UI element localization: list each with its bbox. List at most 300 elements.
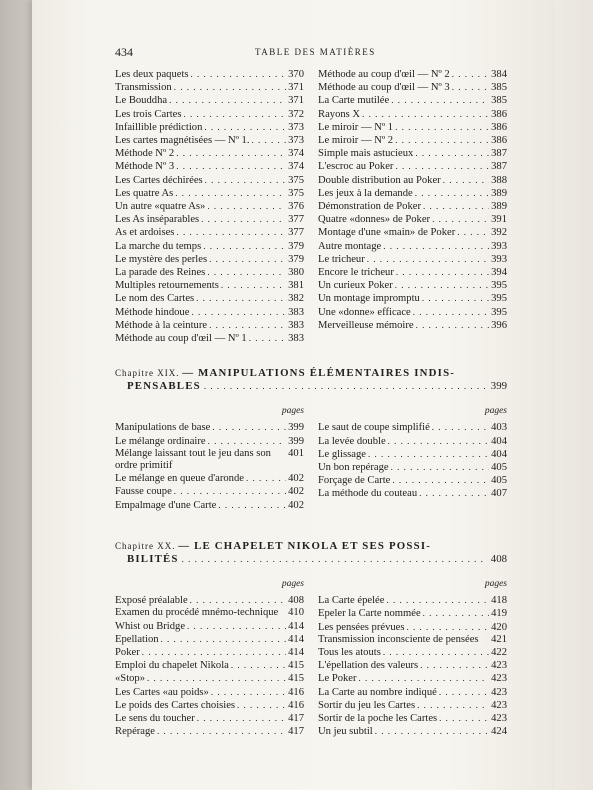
entry-title: Les quatre As: [115, 187, 174, 199]
leader-dots: [443, 174, 489, 185]
chapter-title-line2: BILITÉS: [127, 552, 179, 565]
entry-title: Une «donne» efficace: [318, 306, 411, 318]
entry-title: Transmission: [115, 82, 172, 94]
entry-title: Démonstration de Poker: [318, 201, 421, 213]
entry-page: 424: [491, 726, 507, 738]
entry-title: Le mélange en queue d'aronde: [115, 473, 244, 485]
leader-dots: [205, 174, 286, 185]
entry-page: 403: [491, 422, 507, 434]
running-title: TABLE DES MATIÈRES: [255, 47, 376, 57]
toc-entry: [115, 607, 304, 619]
leader-dots: [218, 499, 286, 510]
page-header: [115, 40, 507, 68]
leader-dots: [221, 279, 286, 290]
leader-dots: [209, 319, 286, 330]
entry-page: 420: [491, 621, 507, 633]
entry-page: 396: [491, 319, 507, 331]
entry-title: Multiples retournements: [115, 280, 219, 292]
entry-page: 383: [288, 319, 304, 331]
leader-dots: [161, 633, 287, 644]
leader-dots: [176, 147, 286, 158]
entry-page: 371: [288, 95, 304, 107]
toc-entry: [115, 213, 304, 226]
entry-title: Les deux paquets: [115, 69, 189, 80]
toc-top-section: [115, 68, 507, 345]
entry-page: 375: [288, 174, 304, 186]
entry-page: 381: [288, 280, 304, 292]
entry-title: Un montage impromptu: [318, 293, 420, 305]
toc-entry: [115, 435, 304, 448]
entry-title: Les jeux à la demande: [318, 187, 413, 199]
toc-entry: [115, 421, 304, 434]
entry-page: 401: [288, 447, 304, 459]
entry-page: 422: [491, 646, 507, 658]
leader-dots: [439, 686, 489, 697]
toc-entry: [318, 200, 507, 213]
entry-title: Méthode Nº 3: [115, 161, 175, 173]
entry-title: La marche du temps: [115, 240, 202, 252]
toc-entry: [318, 594, 507, 607]
leader-dots: [417, 699, 489, 710]
leader-dots: [237, 699, 286, 710]
toc-entry: [318, 435, 507, 448]
leader-dots: [392, 474, 489, 485]
toc-entry: [318, 306, 507, 319]
entry-page: 419: [491, 608, 507, 620]
toc-entry: [318, 421, 507, 434]
entry-title: Exposé préalable: [115, 595, 188, 607]
entry-page: 402: [288, 473, 304, 485]
leader-dots: [196, 292, 286, 303]
leader-dots: [190, 594, 286, 605]
toc-entry: [318, 108, 507, 121]
entry-title: L'escroc au Poker: [318, 161, 394, 173]
toc-entry: [115, 319, 304, 332]
toc-entry: [318, 240, 507, 253]
toc-entry: [115, 620, 304, 633]
toc-column-left: [115, 421, 304, 511]
entry-page: 373: [288, 135, 304, 147]
entry-title: Encore le tricheur: [318, 267, 394, 279]
entry-page: 376: [288, 201, 304, 213]
leader-dots: [209, 253, 286, 264]
entry-page: 421: [491, 633, 507, 645]
entry-title: La Carte épelée: [318, 595, 385, 607]
entry-page: 392: [491, 227, 507, 239]
entry-title: Forçage de Carte: [318, 475, 391, 487]
entry-page: 405: [491, 462, 507, 474]
entry-page: 374: [288, 161, 304, 173]
pages-label-left: pages: [281, 578, 304, 589]
toc-entry: [318, 121, 507, 134]
entry-page: 417: [288, 712, 304, 724]
entry-title: Double distribution au Poker: [318, 174, 441, 186]
entry-page: 384: [491, 69, 507, 80]
entry-page: 386: [491, 121, 507, 133]
leader-dots: [452, 81, 489, 92]
entry-title: La parade des Reines: [115, 267, 206, 279]
entry-page: 380: [288, 267, 304, 279]
toc-column-right: [318, 421, 507, 511]
entry-title: Le nom des Cartes: [115, 293, 195, 305]
toc-entry: [115, 134, 304, 147]
leader-dots: [452, 68, 489, 79]
entry-page: 418: [491, 595, 507, 607]
entry-page: 375: [288, 187, 304, 199]
table-of-contents: [115, 40, 507, 738]
entry-page: 408: [288, 595, 304, 607]
entry-page: 404: [491, 448, 507, 460]
pages-label-left: pages: [281, 406, 304, 417]
entry-page: 423: [491, 686, 507, 698]
toc-entry: [318, 279, 507, 292]
chapter-heading-20: [115, 540, 507, 566]
toc-entry: [318, 253, 507, 266]
entry-page: 387: [491, 148, 507, 160]
toc-entry: [318, 672, 507, 685]
leader-dots: [142, 646, 286, 657]
entry-title: Examen du procédé mnémo-technique: [115, 607, 279, 619]
entry-page: 395: [491, 280, 507, 292]
pages-label-right: pages: [484, 406, 507, 417]
entry-page: 383: [288, 333, 304, 345]
entry-title: Les Cartes «au poids»: [115, 686, 209, 698]
leader-dots: [432, 213, 489, 224]
leader-dots: [367, 253, 489, 264]
toc-entry: [115, 108, 304, 121]
entry-page: 373: [288, 121, 304, 133]
leader-dots: [395, 134, 489, 145]
entry-title: Mélange laissant tout le jeu dans son ordre primitif: [115, 447, 271, 472]
leader-dots: [249, 332, 286, 343]
entry-page: 407: [491, 488, 507, 500]
toc-entry: [115, 633, 304, 646]
toc-entry: [115, 646, 304, 659]
entry-title: Manipulations de base: [115, 422, 211, 434]
entry-page: 423: [491, 660, 507, 672]
toc-entry: [318, 487, 507, 500]
leader-dots: [419, 487, 489, 498]
entry-page: 414: [288, 633, 304, 645]
entry-title: La Carte mutilée: [318, 95, 390, 107]
toc-entry: [318, 213, 507, 226]
page-number: 434: [115, 45, 133, 59]
leader-dots: [406, 621, 489, 632]
leader-dots: [432, 421, 489, 432]
toc-entry: [318, 81, 507, 94]
entry-page: 389: [491, 201, 507, 213]
entry-title: Le mystère des perles: [115, 253, 208, 265]
toc-entry: [318, 699, 507, 712]
toc-entry: [318, 474, 507, 487]
entry-page: 402: [288, 499, 304, 511]
chapter-page: 399: [490, 380, 507, 393]
toc-entry: [318, 659, 507, 672]
entry-page: 393: [491, 253, 507, 265]
toc-chapter20-section: [115, 594, 507, 738]
entry-page: 415: [288, 660, 304, 672]
toc-entry: [318, 68, 507, 81]
toc-column-right: [318, 594, 507, 738]
entry-title: Méthode à la ceinture: [115, 319, 208, 331]
entry-page: 393: [491, 240, 507, 252]
leader-dots: [176, 160, 286, 171]
leader-dots: [231, 659, 286, 670]
toc-entry: [115, 306, 304, 319]
toc-entry: [115, 147, 304, 160]
toc-entry: [115, 499, 304, 512]
entry-title: Simple mais astucieux: [318, 148, 414, 160]
entry-page: 382: [288, 293, 304, 305]
entry-page: 423: [491, 673, 507, 685]
entry-title: Montage d'une «main» de Poker: [318, 227, 456, 239]
toc-entry: [318, 607, 507, 620]
leader-dots: [391, 94, 489, 105]
leader-dots: [386, 594, 489, 605]
leader-dots: [422, 292, 489, 303]
toc-entry: [115, 240, 304, 253]
entry-page: 385: [491, 95, 507, 107]
toc-entry: [115, 686, 304, 699]
toc-entry: [318, 712, 507, 725]
chapter-title-line2: PENSABLES: [127, 380, 201, 393]
entry-title: Le Poker: [318, 673, 357, 685]
entry-title: Les As inséparables: [115, 214, 200, 226]
leader-dots: [207, 200, 286, 211]
entry-title: Le glissage: [318, 448, 366, 460]
entry-title: Les Cartes déchirées: [115, 174, 203, 186]
toc-entry: [115, 659, 304, 672]
entry-page: 386: [491, 108, 507, 120]
leader-dots: [396, 266, 489, 277]
toc-entry: [115, 448, 304, 472]
chapter-page: 408: [490, 552, 507, 565]
entry-title: Sortir de la poche les Cartes: [318, 712, 438, 724]
leader-dots: [395, 279, 489, 290]
entry-page: 374: [288, 148, 304, 160]
leader-dots: [184, 108, 287, 119]
entry-title: Rayons X: [318, 108, 361, 120]
entry-page: 417: [288, 726, 304, 738]
entry-title: L'épellation des valeurs: [318, 660, 419, 672]
chapter-title-line1: — MANIPULATIONS ÉLÉMENTAIRES INDIS-: [182, 367, 456, 380]
entry-page: 370: [288, 69, 304, 80]
leader-dots: [208, 435, 287, 446]
entry-title: Un curieux Poker: [318, 280, 393, 292]
leader-dots: [416, 319, 490, 330]
entry-title: «Stop»: [115, 673, 146, 685]
leader-dots: [395, 160, 489, 171]
entry-title: Méthode au coup d'œil — Nº 3: [318, 82, 450, 94]
toc-entry: [318, 187, 507, 200]
entry-title: As et ardoises: [115, 227, 175, 239]
leader-dots: [383, 240, 489, 251]
entry-page: 383: [288, 306, 304, 318]
toc-entry: [318, 634, 507, 646]
entry-page: 405: [491, 475, 507, 487]
toc-entry: [115, 725, 304, 738]
entry-title: Fausse coupe: [115, 486, 172, 498]
leader-dots: [203, 240, 286, 251]
toc-entry: [318, 292, 507, 305]
entry-page: 414: [288, 620, 304, 632]
leader-dots: [201, 213, 286, 224]
entry-page: 385: [491, 82, 507, 94]
leader-dots: [157, 725, 286, 736]
toc-entry: [115, 485, 304, 498]
leader-dots: [252, 134, 287, 145]
toc-entry: [318, 621, 507, 634]
entry-title: Quatre «donnes» de Poker: [318, 214, 431, 226]
leader-dots: [187, 620, 286, 631]
entry-title: Méthode au coup d'œil — Nº 1: [115, 333, 247, 345]
toc-entry: [115, 672, 304, 685]
leader-dots: [174, 81, 286, 92]
entry-page: 388: [491, 174, 507, 186]
leader-dots: [415, 147, 489, 158]
toc-column-left: [115, 68, 304, 345]
toc-entry: [318, 461, 507, 474]
entry-page: 387: [491, 161, 507, 173]
entry-page: 379: [288, 240, 304, 252]
entry-title: Poker: [115, 646, 140, 658]
leader-dots: [423, 607, 489, 618]
entry-title: Le poids des Cartes choisies: [115, 699, 236, 711]
entry-title: Le Bouddha: [115, 95, 168, 107]
leader-dots: [207, 266, 286, 277]
entry-page: 394: [491, 267, 507, 279]
leader-dots: [362, 108, 489, 119]
leader-dots: [368, 448, 489, 459]
entry-page: 379: [288, 253, 304, 265]
leader-dots: [395, 121, 489, 132]
leader-dots: [174, 485, 286, 496]
toc-entry: [115, 121, 304, 134]
entry-page: 372: [288, 108, 304, 120]
leader-dots: [191, 306, 286, 317]
entry-page: 377: [288, 227, 304, 239]
chapter-title-line1: — LE CHAPELET NIKOLA ET SES POSSI-: [178, 539, 432, 552]
toc-entry: [318, 448, 507, 461]
toc-entry: [318, 319, 507, 332]
leader-dots: [212, 421, 286, 432]
toc-entry: [318, 147, 507, 160]
entry-title: Le saut de coupe simplifié: [318, 422, 430, 434]
entry-title: Méthode au coup d'œil — Nº 2: [318, 69, 450, 80]
entry-title: Un jeu subtil: [318, 726, 373, 738]
leader-dots: [204, 121, 286, 132]
pages-label-right: pages: [484, 578, 507, 589]
leader-dots: [391, 461, 490, 472]
toc-column-left: [115, 594, 304, 738]
toc-column-right: [318, 68, 507, 345]
leader-dots: [176, 226, 286, 237]
toc-entry: [115, 81, 304, 94]
toc-entry: [318, 94, 507, 107]
toc-entry: [115, 200, 304, 213]
leader-dots: [246, 472, 286, 483]
toc-entry: [115, 594, 304, 607]
entry-page: 399: [288, 435, 304, 447]
leader-dots: [359, 672, 490, 683]
entry-title: Epeler la Carte nommée: [318, 608, 421, 620]
toc-entry: [115, 712, 304, 725]
toc-entry: [115, 226, 304, 239]
toc-entry: [115, 279, 304, 292]
toc-entry: [115, 174, 304, 187]
entry-page: 386: [491, 135, 507, 147]
leader-dots: [182, 553, 488, 565]
entry-title: La levée double: [318, 435, 386, 447]
entry-title: Whist ou Bridge: [115, 620, 186, 632]
entry-title: Méthode hindoue: [115, 306, 190, 318]
leader-dots: [175, 187, 286, 198]
entry-title: Méthode Nº 2: [115, 148, 175, 160]
entry-page: 371: [288, 82, 304, 94]
entry-title: Le sens du toucher: [115, 712, 195, 724]
leader-dots: [375, 725, 489, 736]
toc-entry: [115, 292, 304, 305]
toc-entry: [115, 68, 304, 81]
leader-dots: [211, 686, 286, 697]
toc-entry: [318, 266, 507, 279]
entry-title: Le mélange ordinaire: [115, 435, 206, 447]
chapter-heading-19: [115, 367, 507, 393]
entry-page: 389: [491, 187, 507, 199]
entry-title: La méthode du couteau: [318, 488, 418, 500]
entry-title: Empalmage d'une Carte: [115, 499, 217, 511]
entry-title: Les pensées prévues: [318, 621, 405, 633]
entry-page: 402: [288, 486, 304, 498]
entry-title: Un bon repérage: [318, 462, 389, 474]
entry-title: Le tricheur: [318, 253, 365, 265]
entry-page: 410: [288, 607, 304, 619]
entry-title: Autre montage: [318, 240, 382, 252]
leader-dots: [420, 659, 489, 670]
leader-dots: [423, 200, 489, 211]
leader-dots: [413, 306, 489, 317]
toc-entry: [115, 332, 304, 345]
toc-entry: [115, 253, 304, 266]
leader-dots: [457, 226, 489, 237]
entry-title: Infaillible prédiction: [115, 121, 203, 133]
entry-title: Le miroir — Nº 2: [318, 135, 394, 147]
toc-entry: [318, 226, 507, 239]
entry-page: 391: [491, 214, 507, 226]
leader-dots: [204, 380, 488, 392]
toc-entry: [115, 266, 304, 279]
entry-title: Merveilleuse mémoire: [318, 319, 414, 331]
entry-page: 395: [491, 306, 507, 318]
entry-title: Emploi du chapelet Nikola: [115, 660, 229, 672]
entry-title: Transmission inconsciente de pensées: [318, 633, 479, 645]
entry-page: 423: [491, 699, 507, 711]
entry-page: 377: [288, 214, 304, 226]
leader-dots: [439, 712, 489, 723]
leader-dots: [388, 435, 489, 446]
chapter-label: Chapitre XIX.: [115, 368, 180, 379]
entry-title: Tous les atouts: [318, 646, 381, 658]
entry-page: 414: [288, 646, 304, 658]
toc-entry: [115, 187, 304, 200]
toc-entry: [115, 699, 304, 712]
toc-entry: [318, 174, 507, 187]
entry-page: 415: [288, 673, 304, 685]
entry-page: 423: [491, 712, 507, 724]
entry-title: Epellation: [115, 633, 159, 645]
toc-entry: [115, 160, 304, 173]
toc-entry: [318, 646, 507, 659]
